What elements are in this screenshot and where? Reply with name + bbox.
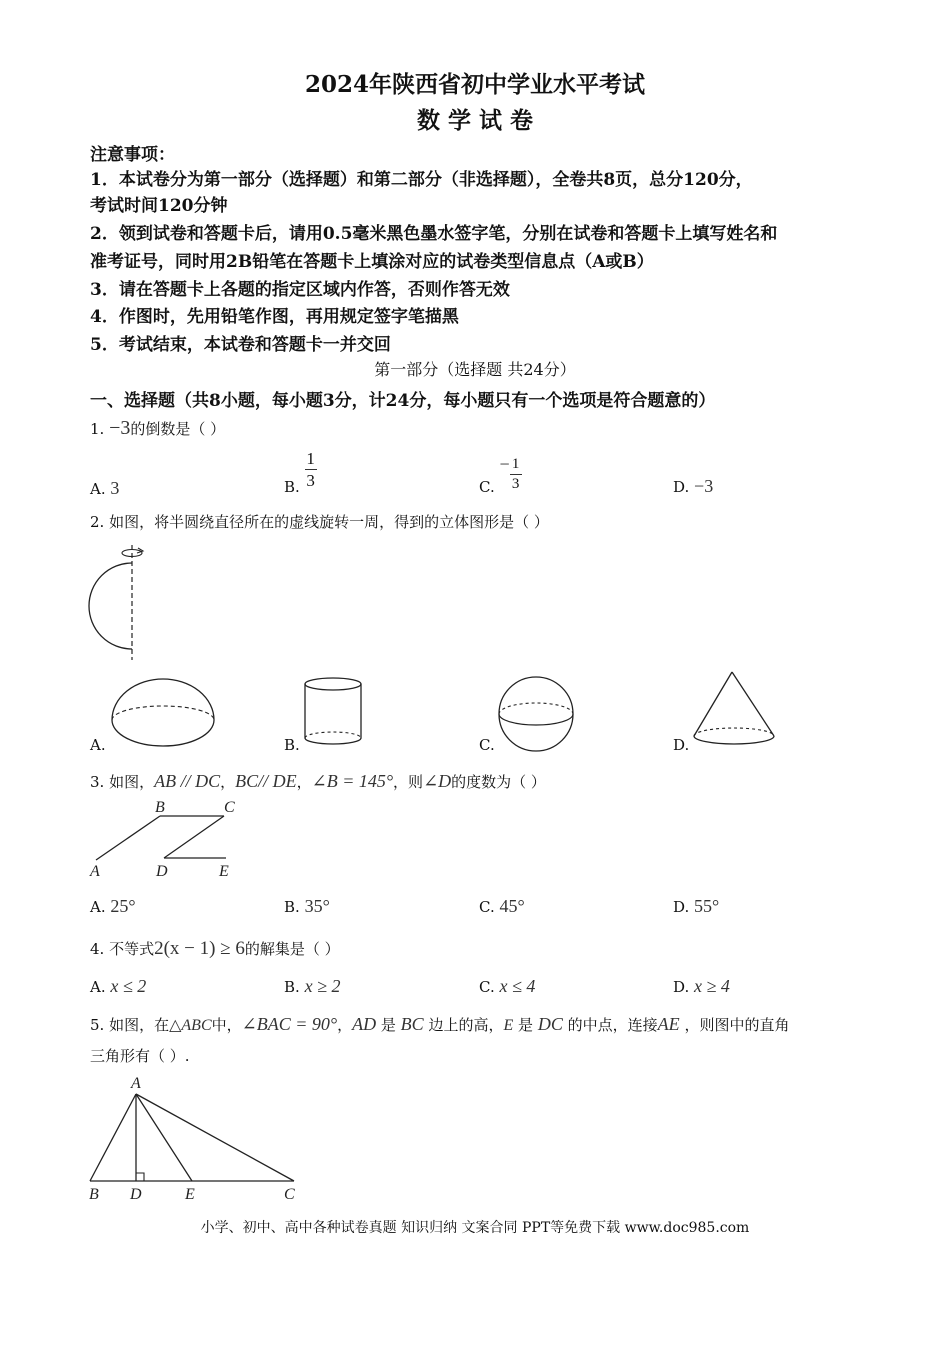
q1-option-c: C. − $\frac{1}{3}$: [479, 454, 522, 496]
label-c: C: [224, 799, 235, 816]
q4-option-b: B. x ≥ 2: [284, 976, 341, 996]
notice-line: 2．领到试卷和答题卡后，请用0.5毫米黑色墨水签字笔，分别在试卷和答题卡上填写姓名和: [90, 224, 778, 244]
question-3: 3. 如图，AB // DC，BC// DE，∠B = 145°，则∠D的度数为（ ）: [90, 771, 546, 791]
hemisphere-figure: [110, 678, 216, 750]
label-e: E: [185, 1186, 195, 1203]
notice-line: 准考证号，同时用2B铅笔在答题卡上填涂对应的试卷类型信息点（A或B）: [90, 252, 654, 272]
notice-line: 4．作图时，先用铅笔作图，再用规定签字笔描黑: [90, 307, 459, 327]
section-heading: 一、选择题（共8小题，每小题3分，计24分，每小题只有一个选项是符合题意的）: [90, 391, 716, 411]
q4-option-d: D. x ≥ 4: [673, 976, 730, 996]
q1-option-b: B. $\frac{1}{3}$: [284, 449, 315, 496]
triangle-figure: [86, 1072, 306, 1204]
q3-option-d: D. 55°: [673, 896, 720, 916]
q4-inequality: 2(x − 1) ≥ 6: [154, 938, 245, 959]
question-5: 5. 如图，在△ABC中，∠BAC = 90°，AD 是 BC 边上的高，E 是 DC 的中点，连接AE ，则图中的直角: [90, 1014, 790, 1034]
q2-option-b: B.: [284, 736, 300, 754]
notice-line: 考试时间120分钟: [90, 196, 228, 216]
cone-figure: [692, 670, 778, 750]
exam-title: 2024年陕西省初中学业水平考试: [304, 71, 645, 98]
label-c: C: [284, 1186, 295, 1203]
q2-option-d: D.: [673, 736, 690, 754]
notice-line: 3．请在答题卡上各题的指定区域内作答，否则作答无效: [90, 280, 510, 300]
label-a: A: [131, 1075, 141, 1092]
q4-option-a: A. x ≤ 2: [90, 976, 147, 996]
question-2: 2. 如图，将半圆绕直径所在的虚线旋转一周，得到的立体图形是（ ）: [90, 513, 549, 531]
label-d: D: [130, 1186, 142, 1203]
notice-line: 1．本试卷分为第一部分（选择题）和第二部分（非选择题），全卷共8页，总分120分，: [90, 170, 753, 190]
sphere-figure: [497, 676, 577, 752]
q3-option-b: B. 35°: [284, 896, 330, 916]
q1-option-d: D. −3: [673, 476, 714, 496]
footer-ad: 小学、初中、高中各种试卷真题 知识归纳 文案合同 PPT等免费下载 www.doc985.com: [200, 1220, 750, 1236]
parallel-lines-figure: [88, 796, 248, 881]
q2-option-a: A.: [90, 736, 106, 754]
q1-option-a: A. 3: [90, 478, 120, 498]
question-5-line2: 三角形有（ ）.: [90, 1047, 190, 1065]
q3-option-a: A. 25°: [90, 896, 136, 916]
exam-subtitle: 数 学 试 卷: [416, 107, 534, 134]
q3-option-c: C. 45°: [479, 896, 525, 916]
notice-line: 5．考试结束，本试卷和答题卡一并交回: [90, 335, 391, 355]
label-b: B: [89, 1186, 99, 1203]
notice-heading: 注意事项：: [90, 145, 175, 165]
question-4: 4. 不等式2(x − 1) ≥ 6的解集是（ ）: [90, 938, 340, 959]
question-1: 1. −3的倒数是（ ）: [90, 417, 226, 439]
part1-title: 第一部分（选择题 共24分）: [374, 360, 576, 379]
q2-option-c: C.: [479, 736, 495, 754]
q4-option-c: C. x ≤ 4: [479, 976, 536, 996]
q1-expression: −3: [109, 417, 131, 439]
label-d: D: [156, 863, 168, 880]
label-a: A: [90, 863, 100, 880]
cylinder-figure: [302, 676, 364, 748]
label-e: E: [219, 863, 229, 880]
label-b: B: [155, 799, 165, 816]
semicircle-figure: [85, 545, 155, 665]
